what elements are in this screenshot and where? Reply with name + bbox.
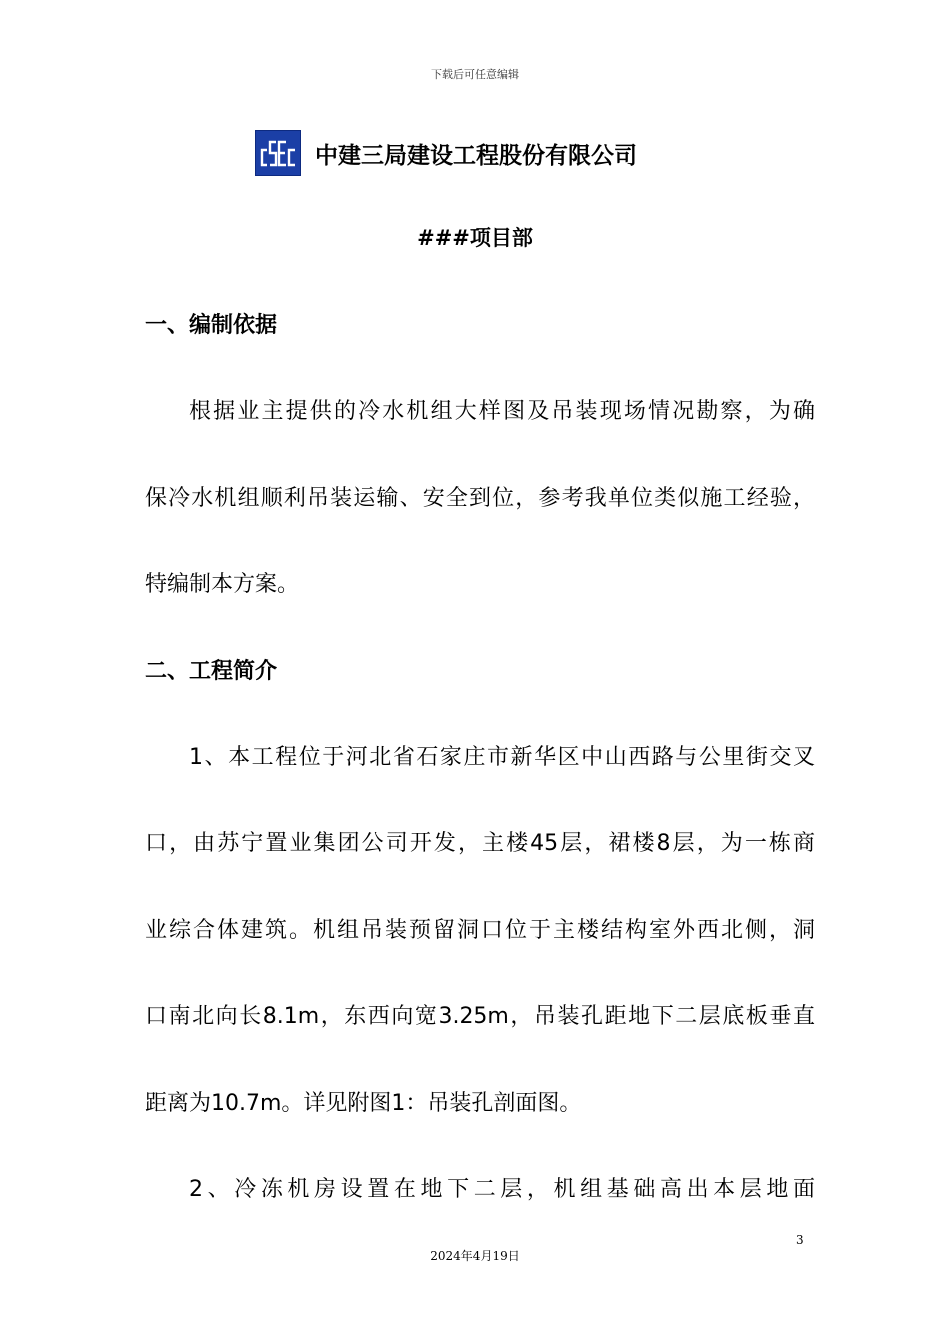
company-name: 中建三局建设工程股份有限公司 <box>315 142 637 169</box>
paragraph-line: 口，由苏宁置业集团公司开发，主楼45层，裙楼8层，为一栋商 <box>145 831 815 856</box>
paragraph-line: 1、本工程位于河北省石家庄市新华区中山西路与公里街交叉 <box>189 745 815 770</box>
paragraph-line: 距离为10.7m。详见附图1：吊装孔剖面图。 <box>145 1091 582 1116</box>
paragraph-line: 特编制本方案。 <box>145 572 300 597</box>
company-logo <box>255 130 301 176</box>
paragraph-line: 业综合体建筑。机组吊装预留洞口位于主楼结构室外西北侧，洞 <box>145 918 815 943</box>
paragraph-line: 口南北向长8.1m，东西向宽3.25m，吊装孔距地下二层底板垂直 <box>145 1004 815 1029</box>
project-department-title: ###项目部 <box>417 226 533 250</box>
section-heading-basis: 一、编制依据 <box>145 313 278 338</box>
page-number: 3 <box>796 1233 804 1247</box>
paragraph-line: 保冷水机组顺利吊装运输、安全到位，参考我单位类似施工经验， <box>145 486 815 511</box>
header-note: 下载后可任意编辑 <box>431 68 519 81</box>
paragraph-line: 2、冷冻机房设置在地下二层，机组基础高出本层地面 <box>189 1177 815 1202</box>
paragraph-line: 根据业主提供的冷水机组大样图及吊装现场情况勘察，为确 <box>189 399 815 424</box>
cscec-logo-icon <box>258 138 298 168</box>
section-heading-overview: 二、工程简介 <box>145 659 278 684</box>
footer-date: 2024年4月19日 <box>430 1249 520 1263</box>
company-header <box>255 130 637 176</box>
